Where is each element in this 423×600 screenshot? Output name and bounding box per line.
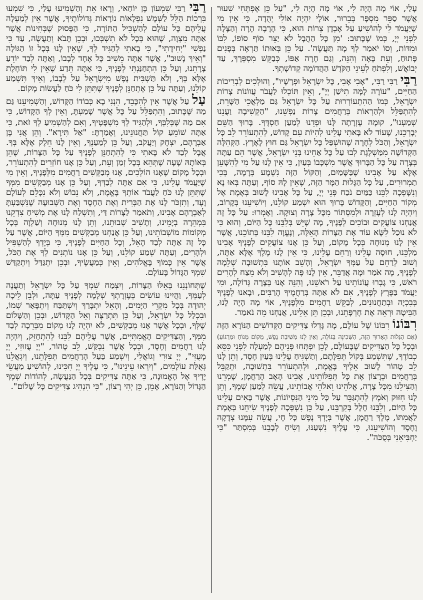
lead-word: רִבּוֹנוֹ bbox=[392, 317, 417, 333]
left-paragraph-2 bbox=[6, 93, 206, 278]
right-paragraph-1: עָלַי, אוֹי מָה הָיָה לִי, אוֹי מָה הָיָה לִי, "עַל כֵּן אֶפְתְּחִי שִׁעוּר אֲשֶׁר סַפֵּר מִסְפָּר בְּבֵרוּר, אוֹלָי יִהְיֶה אוֹלִי יְהֻדָה, כִּי אֵין מִי שֶׁיַּעֲמֹד לִי לְהוֹשִׁיעַ עַל אָבְדָן צְרוֹת הוּא, כִּי הָרָבֶה הָרָה וְהַצָּלָה לִפְנֵי יְיָ, כְּמוֹ שֶׁכָּתוּב: 'מִן כָּל הַהֲבָל לֹא יַצֵּר סוֹף סוֹפוֹ, לִבּוֹ וּמִדּוֹת, וְסוֹ יֹאמַר לְךָ מָה תַּעֲשֶׂה'. עַל כֵּן בְּאוּתוֹ תַּרְאֶה בְּפָנִים פָּתוּחַ, וְעֵת בָּאָה וְהִנֵּה, וְגַם חָרָה אַפּוֹ, כְּבַקֵּשׁ מִסְפְּרָךְ, עַד יְבוֹאֲשׁ, וְלִפְתֹחַ לְעֵינֵי הַקֹּדֶשׁ הַהֲדוֹמָה קְדוֹשָׁתְךָ. bbox=[217, 3, 417, 74]
paragraph-text: רַבִּי שִׁמְעוֹן בֶּן יוֹחַאי, וְרָאוּ אֵת וְהַשְׁמִיעוּ עָלַי, כִּי שִׁמְעוּ בִּרְכוֹת הַלֵּל לַשְּׁמָשׁ נִפְלָאוֹת נוֹרָאוֹת גְּדוֹלוֹתֶיךָ, אֲשֶׁר אֵין לְמַעְלָה עֲלֵיהֶם כָּל עוֹלָם לְהַשְׁכִּיל הַתּוֹרָה, כִּי הַפָּסוּק שֶׁבְּחִינוֹת אֲשֶׁר אַתָּה מִצְוָה, שֶׁהוּא בְּכָל לֹא תִשְׁבְּכוּ, וּבְכֵן תָּבֹא וְתַעֲשֶׂה, עַד כִּי נַפְשִׁי "יְחִידָתִי", כִּי בָאתִי לְהַגִּיד לְךָ, שֶׁאֵין לָנוּ בְּכָל זוֹ הַגּוֹלָה "וְאֵיךְ נָשׁוּב", אֲשֶׁר אַתָּה מֵשִׁיב כָּל אֶחָד לְבָבוֹ, וְאַתָּה לְבַד יוֹדֵעַ צָרָתֵנוּ, וְעַל כֵּן הִתְחַנַּנְתִּי לְפָנֶיךָ, כִּי אַתָּה תֵּדַע שֶׁאֵין לִי תּוֹחֶלֶת אֶלָּא בְּךָ, וְלֹא תַּשְׁבִּית נֶפֶשׁ מִיִּשְׂרָאֵל עַל לְבָבוֹ, וְאֵיךְ תִּשְׁמַע קוֹלֵנוּ, וְעַתָּה עַל כֵּן אֶתְחַנֵּן לְפָנֶיךָ שֶׁתִּתֵּן לִי כֹּחַ לַעֲשׂוֹת מָקוֹם. bbox=[6, 3, 206, 94]
parenthetical-note: (אֵם הַגְּלוּת הָאָרוּךְ הַזֶּה, הַשְּׁכִינָה בַּגּוֹלָה, וְאֵין לָנוּ מְשִׁיבַת נֶפֶשׁ, מְקוֹם מָנוֹחַ וּמַרְגּוֹעַ) bbox=[217, 333, 417, 341]
left-paragraph-1 bbox=[6, 3, 206, 93]
right-paragraph-3 bbox=[217, 317, 417, 442]
lead-word: עַל bbox=[192, 93, 206, 109]
paragraph-text: עַל אֲשֶׁר אֵין לְהִכָּבֵד, הִנְנִי בָא כְּבוֹדוֹ הַקָּדוֹשׁ, וְהַשְׁמִיעֵנוּ גַּם מַה שֶּׁכָּתוּב, וְהִתְפַּלֵּל עַל כָּל אֲשֶׁר שָׁמַעְתָּ, וְאֵין לְךָ הַקָּדוֹשׁ, כִּי אִם מַה שֶּׁבְּלִבְּךָ, וּלְהַגִּיד לְךָ מִשְׁפָּטֶיךָ, וְאִם לְהַשְׁמִיעַ לְךָ זֹאת, כִּי אַתָּה שׁוֹמֵעַ קוֹל תַּחֲנוּנֵינוּ, וְאָמַרְתָּ: "אַל תִּירָא". וְהֵן אֲנִי בֶּן אַבְרָהָם, יִצְחָק וְיַעֲקֹב, וְעַל כֵּן לְמַעַנְךָ, וְאֵין לָנוּ חֵלֶק אֶלָּא בְּךָ. אֲבָל לְבַד לֹא בָּאתִי כִּי לְהִתְחַנֵּן לְפָנֶיךָ עַל כָּל הַצָּרוֹת, שֶׁהֵן בְּאוֹתָהּ שָׁעָה שֶׁתְּהֵא בְּכָל זְמַן וְעֵת, וְעַל כֵּן אָנוּ חוֹזְרִים לְהִתְעוֹרֵר, וּבְכָל מָקוֹם שֶׁאָנוּ הוֹלְכִים, אָנוּ מְבַקְּשִׁים רַחֲמִים מִלְּפָנֶיךָ, וְאֵין מִי שֶׁיַּעֲמֹד עָלֵינוּ, כִּי אִם אַתָּה לְבַדְּךָ, וְעַל כֵּן אָנוּ מְבַקְּשִׁים מִמְּךָ שֶׁתִּתֵּן לָנוּ כֹּחַ לַעֲבֹד אוֹתְךָ בֶּאֱמֶת, וְלֹא נֵבוֹשׁ וְלֹא נִכָּלֵם לְעוֹלָם וָעֶד, וְתִזְכֹּר לָנוּ אֶת הַבְּרִית וְאֶת הַחֶסֶד וְאֶת הַשְּׁבוּעָה שֶׁנִּשְׁבַּעְתָּ לְאַבְרָהָם אָבִינוּ, וְתֹאמַר לַצָּרוֹת דַּי, וְתִשְׁלַח לָנוּ אֶת מְשִׁיחַ צִדְקֵנוּ בִּמְהֵרָה בְיָמֵינוּ, וְתָשִׁיב שְׁבוּתֵנוּ, וְתֵן לָנוּ מְנוּחָה וְשַׁלְוָה בְּכָל מְקוֹמוֹת מוֹשְׁבוֹתֵינוּ, וְעַל כֵּן אֲנַחְנוּ מְבַקְּשִׁים מִמְּךָ הַיּוֹם, אֲשֶׁר עַל כָּל זֶה אַתָּה לְבַד הָאֵל, וְכָל הַחַיִּים לְפָנֶיךָ, כִּי בְּיָדְךָ לְהַשְׁפִּיל וּלְהָרִים, וְעַתָּה שְׁמַע קוֹלֵנוּ, וְעַל כֵּן אָנוּ נוֹתְנִים לְךָ אֶת הַכֹּל, אֲשֶׁר אֵין כָּמוֹךָ בָּאֱלֹהִים, וְאֵין כְּמַעֲשֶׂיךָ, וּבְכֵן יִתְגַּדַּל וְיִתְקַדַּשׁ שִׁמְךָ הַגָּדוֹל בָּעוֹלָם. bbox=[6, 96, 206, 278]
left-paragraph-3: שֶׁתְּחוֹנְנֵנוּ בְּאֵלּוּ הַצָּרוֹת, וְיִצְמַח שִׁמְךָ עַל כָּל יִשְׂרָאֵל וְתַעֲנֶה לְעַמְּךָ, וַהֲיִינוּ עוֹשִׂים בְּעֶזְרָתְךָ שְׁלָמָה לְפָנֶיךָ עַתָּה, וּלְבֵן לֵיכָה יְהוּדָה בְּכָל מִקְרֵי הַיָּמִים, וְהָאֵל יִתְבָּרַךְ וְיִשְׁתַּבַּח וְיִתְפָּאַר שְׁמוֹ, וּבִכְלַל כָּל יִשְׂרָאֵל, וְעַל כֵּן תִּתְרַצֶּה וְאֵל הַקָּדוֹשׁ, וּבְכֵן וְהַשָּׁלוֹם שֶׁלְּךָ, וּבְכָל אֲשֶׁר אָנוּ מְבַקְּשִׁים, לֹא יִהְיֶה לָנוּ מְקוֹם מִבְּרֵכָה לְבַד מִמְּךָ, וְהַצַּדִּיקִים הָאֱמִתִּיִּים, אֲשֶׁר עֲלֵיהֶם לִבֵּנוּ לְהִתְחַזֵּק, וְיִהְיֶה לָנוּ רַחֲמִים וְחֶסֶד, וּבְכָל אֲשֶׁר נִבְקַּשׁ, לֵב טָהוֹר, "יְיָ עֲזוּזִי, יְיָ מָעֻזִּי", יְיָ צוּרִי וְגוֹאֲלִי, וְיִשְׁמַע בַּעַל הָרַחֲמִים תְּפִלָּתֵנוּ, וְיִגְאֲלֵנוּ גְּאֻלַּת עוֹלָמִים, "וְיִרְאוּ עֵינֵינוּ", כִּי עָלֶיךָ יְיָ חִכִּינוּ, לְהוֹשִׁיעַ מַעֲשֵׂי יָדֶיךָ אֶל הָאֱמוּנָה, כִּי אַתָּה צַדִּיקִים בְּכָל הַנַּעֲשָׂה, לְהוֹדוֹת שְׁמֶךָ הַגָּדוֹל וְהַנּוֹרָא, אָמֵן, כֵּן יְהִי רָצוֹן, "כִּי הִנְהִיג צַדִּיקִים כָּל שָׁלוֹם". bbox=[6, 280, 206, 391]
paragraph-text: רַבִּי רַבִּי, "אָבִי אָבִי, כָּל יִשְׂרָאֵל וּפְרָשָׁיו", וְהוּלְכִים לְבְרִיכוֹת הַחַיִּים, "עוֹרָה לָמָּה תִישַׁן יְיָ", וְאֵין תּוֹכְלוּ לַעֲבֹר עֲווֹנוֹת צָרוֹת יִשְׂרָאֵל, כְּמוֹ הַהִתְעוֹרְרוּת עַל כָּל יִשְׂרָאֵל גַּם מַלְאֲכֵי הַשָּׁרֵת, לְהִתְפַּלֵּל וּלְהַרְאוֹת בְּרַחֲמִים צָרוֹת נַפְשֵׁנוּ, "הַקְשִׁיבָה וַעֲנֵנוּ שְׁמַעְנוּ", קוּמָה עֶזְרָתָה לָּנוּ וּפְדֵנוּ לְמַעַן חַסְדֶּךָ. בָּרוּךְ הַשֵּׁם יְבָרְכֵנוּ, שֶׁעוֹד לֹא בָּאתִי עָלֵינוּ לְהִיוֹת עִם קָדוֹשׁ, לְהִתְעוֹרֵר לֵב כָּל יִשְׂרָאֵל, וְהַכֹּל לְחָרָה שֶׁהוּשְׁפַּל כָּל יִשְׂרָאֵל גַּם חוּץ לָאָרֶץ. הַקְּהִלָּה הַקְּדוֹשָׁה מִמַּשְׁלֶגֶת לְבוּ עַל כָּל אַחֵינוּ בְּנֵי יִשְׂרָאֵל, אֲשֶׁר הֵם עַתָּה בְּצָרָה עַל כָּל הַבָּרוּךְ אֲשֶׁר מִשְׁכָּבוֹ בְּעַיִן, כִּי אֵין לָנוּ עַל מִי לְהִשָּׁעֵן אֶלָּא עַל אָבִינוּ שֶׁבַּשָּׁמַיִם, וְהַקּוֹל הַזֶּה נִשְׁמָע בְּרָמָה, בְּכִי תַמְרוּרִים, עַל כָּל הַגָּלוּת הַמָּר הַזֶּה, שֶׁאֵין לָהּ סוֹף, וְעַתָּה בְּאוּ נָא וְנִשָּׁפְכָה לִבֵּנוּ כַּמַּיִם נֹכַח פְּנֵי יְיָ, עַל כָּל אָבִינוּ לָשׁוּב בְּאֶמֶת אֶל מְקוֹר הַחַיִּים, וְהַקָּדוֹשׁ בָּרוּךְ הוּא יִשְׁמַע קוֹלֵנוּ, וְיוֹשִׁיעֵנוּ בְּקָרוֹב, וְיִהְיֶה לָנוּ לְעֶזְרָה וּלְמִסְתּוֹר מִכָּל צָרָה וְצוּקָה. וְאָמְרוּ: עַל כָּל זֶה אֲנַחְנוּ צוֹעֲקִים וּבוֹכִים לְפָנֶיךָ, מָה שֶׁיֵּשׁ בְּלִבֵּנוּ כָּל הַיּוֹם, וְהוּא כִּי לֹא נוּכַל לִשָּׂא עוֹד אֶת הַצָּרוֹת הָאֵלֶּה, וְנֶעֱוָה לִבֵּנוּ בְּתוֹכֵנוּ, אֲשֶׁר אֵין לָנוּ מְנוּחָה בְּכָל מָקוֹם, וְעַל כֵּן אָנוּ צוֹעֲקִים לְפָנֶיךָ אָבִינוּ מַלְכֵּנוּ, חוּסָה עָלֵינוּ וְרַחֵם עָלֵינוּ, כִּי אֵין לָנוּ מֶלֶךְ אֶלָּא אַתָּה, וְשׁוּב לְרַחֵם עַל עַמְּךָ יִשְׂרָאֵל, וְהָשֵׁב אוֹתָנוּ בִּתְשׁוּבָה שְׁלֵמָה לְפָנֶיךָ, מָה אֹמַר וּמָה אֲדַבֵּר, אֵין לָנוּ פֶּה לְהָשִׁיב וְלֹא מֵצַח לְהָרִים רֹאשׁ, כִּי גָבְרוּ עֲוֹנוֹתֵינוּ עַל רֹאשֵׁנוּ, וְהִנֵּה אָנוּ בְּצָרָה גְּדוֹלָה, וּמִי יַעֲמֹד בַּפֶּרֶץ לְפָנֶיךָ, אִם לֹא אַתָּה בְּרַחֲמֶיךָ הָרַבִּים, וּבָאנוּ לְפָנֶיךָ בְּבִכְיָה וּבְתַחֲנוּנִים, לְבַקֵּשׁ רַחֲמִים מִלְּפָנֶיךָ, אוֹי מָה הָיָה לָנוּ, הַבִּיטָה וּרְאֵה אֶת חֶרְפָּתֵנוּ, וּבְכֵן תֵּן אֵלֵינוּ, אֲנַחְנוּ מֵה נֹאמַר. bbox=[217, 76, 417, 318]
paragraph-text: רִבּוֹנוֹ שֶׁל עוֹלָם, מָה גָּדְלוּ צַדִּיקִים הַקְּדוֹשִׁים הַנּוֹרָא הַזֶּה bbox=[217, 320, 390, 331]
right-column bbox=[217, 3, 417, 593]
paragraph-text: וּבְכָל כָּל הַצַּדִּיקִים שֶׁבָּעוֹלָם, לָכֵן יִפְתְּחוּ פְּנֵיהֶם לְמַעְלָה לִפְנֵי כִּסֵּא כְבוֹדֶךָ, שֶׁתִּשְׁמַע בְּקוֹל תְּפִלָּתָם, וְתַשְׁגִּיחַ עָלֵינוּ בְּעַיִן חֶסֶד, וְתֵן לָנוּ לֵב טָהוֹר לָשׁוּב אֵלֶיךָ בֶּאֱמֶת, וּלְהִתְעוֹרֵר בִּתְשׁוּבָה, וּתְקַבֵּל בְּרַחֲמִים וּבְרָצוֹן אֶת כָּל תְּפִלּוֹתֵינוּ, אָבִינוּ הָאָב הָרַחֲמָן, שָׁמְרֵנוּ וְהַצִּילֵנוּ מִכָּל צָרָה, אֱלֹהֵינוּ וֵאלֹהֵי אֲבוֹתֵינוּ, עֲשֵׂה לְמַעַן שְׁמֶךָ, וְתֵן לָנוּ חִזּוּק וְאֹמֶץ לְהִתְגַּבֵּר עַל כָּל מִינֵי הַנִּסְיוֹנוֹת, אֲשֶׁר בָּאִים עָלֵינוּ כָּל הַיּוֹם, וְלִבֵּנוּ חָלָל בְּקִרְבֵּנוּ, עַל כֵּן נִשְׁפְּכָה לְפָנֶיךָ שִׂיחֵנוּ בְּאֶמֶת לַאֲמִתּוֹ, מֶלֶךְ רַחֲמָן, אֲשֶׁר בְּיָדְךָ נֶפֶשׁ כָּל חָי, עֲשֵׂה עִמָּנוּ צְדָקָה וָחֶסֶד וְהוֹשִׁיעֵנוּ, כִּי עָלֶיךָ נִשְׁעַנּוּ, וְשִׂיחַ לְבָבֵנוּ בְּמִסְתַּר "כִּי יַחְבִּיאֵנִי בְּסֻכֹּה". bbox=[217, 341, 417, 442]
lead-word: רַבִּי bbox=[400, 73, 417, 89]
lead-word: רַבִּי bbox=[189, 3, 206, 15]
column-divider bbox=[211, 7, 212, 593]
right-paragraph-2 bbox=[217, 73, 417, 318]
left-column bbox=[6, 3, 206, 593]
two-column-layout bbox=[6, 3, 417, 593]
